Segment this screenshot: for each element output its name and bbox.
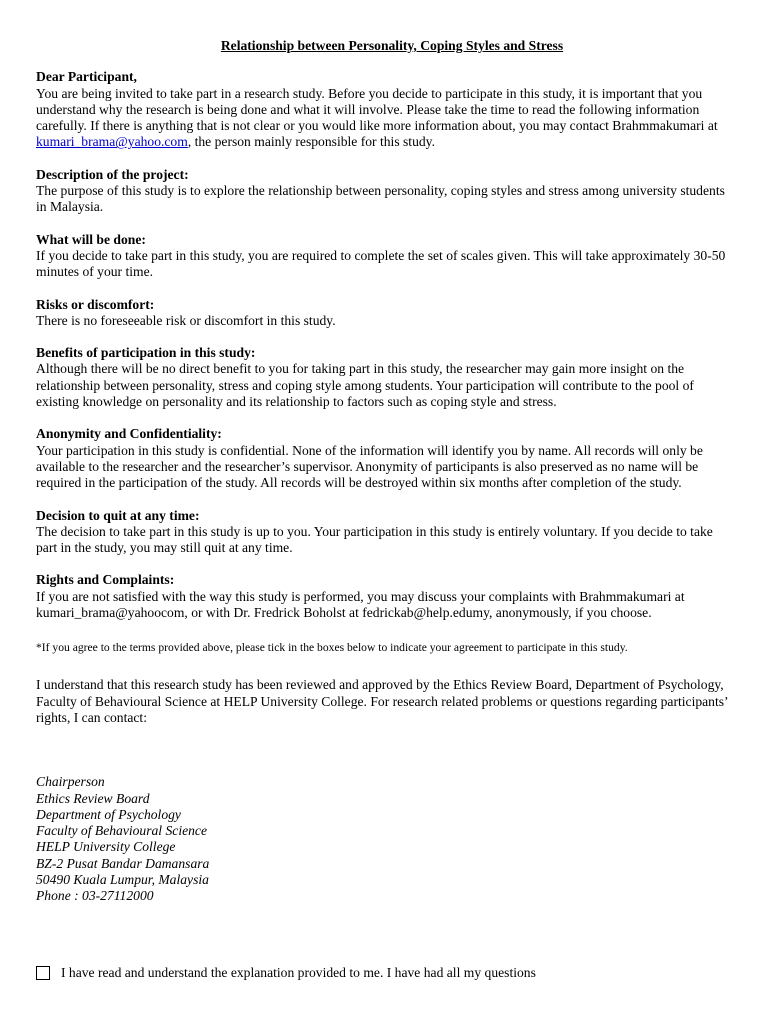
intro-paragraph bbox=[36, 86, 736, 151]
greeting: Dear Participant, bbox=[36, 69, 137, 85]
address-line: Phone : 03-27112000 bbox=[36, 888, 154, 904]
section-rights bbox=[36, 572, 736, 621]
section-risks bbox=[36, 297, 736, 330]
document-page bbox=[36, 38, 736, 905]
consent-label: I have read and understand the explanation provided to me. I have had all my questions bbox=[61, 965, 536, 980]
address-line: Department of Psychology bbox=[36, 806, 181, 822]
section-body: Although there will be no direct benefit to you for taking part in this study, the researcher may gain more insight on the relationship between personality, stress and coping style among students. Your participation will contribute to the pool of existing knowledge on personality and its relationship to factors such as coping style and stress. bbox=[36, 361, 694, 410]
consent-checkbox[interactable] bbox=[36, 966, 50, 980]
approval-statement: I understand that this research study has been reviewed and approved by the Ethics Review Board, Department of Psychology, Faculty of Behavioural Science at HELP University College. For research related problems or questions regarding participants’ rights, I can contact: bbox=[36, 677, 728, 725]
section-body: If you are not satisfied with the way this study is performed, you may discuss your complaints with Brahmmakumari at kumari_brama@yahoocom, or with Dr. Fredrick Boholst at fedrickab@help.edumy, anonymously, if you choose. bbox=[36, 588, 685, 621]
ethics-board-address bbox=[36, 774, 736, 904]
section-heading: Benefits of participation in this study: bbox=[36, 345, 256, 361]
agreement-note: *If you agree to the terms provided above, please tick in the boxes below to indicate your agreement to participate in this study. bbox=[36, 641, 628, 655]
address-line: Chairperson bbox=[36, 774, 105, 790]
address-line: BZ-2 Pusat Bandar Damansara bbox=[36, 855, 210, 871]
section-body: The decision to take part in this study is up to you. Your participation in this study is entirely voluntary. If you decide to take part in the study, you may still quit at any time. bbox=[36, 523, 713, 556]
section-heading: Description of the project: bbox=[36, 166, 189, 182]
intro-text: You are being invited to take part in a research study. Before you decide to participate in this study, it is important that you understand why the research is being done and what it will involve. Please take the time to read the following information carefully. If there is anything that is not clear or you would like more information about, you may contact Brahmmakumari at bbox=[36, 85, 718, 134]
address-line: HELP University College bbox=[36, 839, 176, 855]
section-body: The purpose of this study is to explore the relationship between personality, coping styles and stress among university students in Malaysia. bbox=[36, 183, 725, 215]
address-line: Faculty of Behavioural Science bbox=[36, 823, 207, 839]
section-heading: Risks or discomfort: bbox=[36, 296, 155, 312]
section-heading: Decision to quit at any time: bbox=[36, 507, 200, 523]
section-description bbox=[36, 167, 736, 216]
section-decision-to-quit bbox=[36, 508, 736, 557]
intro-section bbox=[36, 69, 736, 150]
section-body: Your participation in this study is confidential. None of the information will identify you by name. All records will only be available to the researcher and the researcher’s supervisor. Anonymity of participants is also preserved as no name will be required in the participation of the study. All records will be destroyed within six months after completion of the study. bbox=[36, 442, 703, 491]
consent-row bbox=[36, 965, 536, 981]
section-benefits bbox=[36, 345, 736, 410]
section-heading: What will be done: bbox=[36, 231, 146, 247]
intro-text-end: , the person mainly responsible for this study. bbox=[187, 134, 435, 150]
contact-email-link[interactable]: kumari_brama@yahoo.com bbox=[36, 134, 188, 150]
document-title: Relationship between Personality, Coping Styles and Stress bbox=[220, 38, 564, 53]
section-what-will-be-done bbox=[36, 232, 736, 281]
section-body: If you decide to take part in this study, you are required to complete the set of scales given. This will take approximately 30-50 minutes of your time. bbox=[36, 247, 726, 280]
address-line: 50490 Kuala Lumpur, Malaysia bbox=[36, 871, 209, 887]
section-body: There is no foreseeable risk or discomfort in this study. bbox=[36, 312, 336, 328]
section-heading: Rights and Complaints: bbox=[36, 572, 175, 588]
section-heading: Anonymity and Confidentiality: bbox=[36, 426, 222, 442]
section-anonymity bbox=[36, 426, 736, 491]
address-line: Ethics Review Board bbox=[36, 790, 150, 806]
